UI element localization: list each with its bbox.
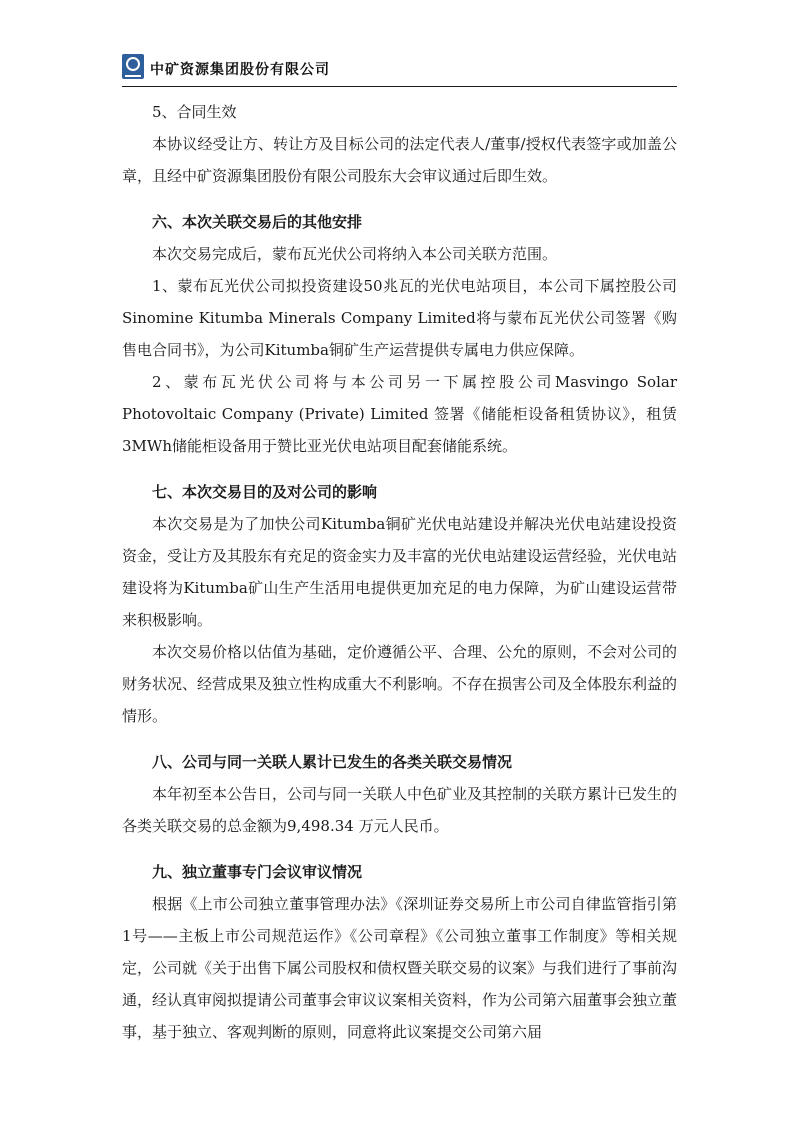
paragraph: 本年初至本公告日，公司与同一关联人中色矿业及其控制的关联方累计已发生的各类关联交易的总金额为9,498.34 万元人民币。 xyxy=(122,785,678,835)
paragraph: 1、蒙布瓦光伏公司拟投资建设50兆瓦的光伏电站项目，本公司下属控股公司Sinomine Kitumba Minerals Company Limited将与蒙布瓦光伏公司签署《购售电合同书》，为公司Kitumba铜矿生产运营提供专属电力供应保障。 xyxy=(122,277,677,359)
paragraph: 本次交易是为了加快公司Kitumba铜矿光伏电站建设并解决光伏电站建设投资资金，受让方及其股东有充足的资金实力及丰富的光伏电站建设运营经验，光伏电站建设将为Kitumba矿山生产生活用电提供更加充足的电力保障，为矿山建设运营带来积极影响。 xyxy=(122,515,678,629)
paragraph: 2、蒙布瓦光伏公司将与本公司另一下属控股公司Masvingo Solar Photovoltaic Company (Private) Limited 签署《储能柜设备租赁协议》，租赁3MWh储能柜设备用于赞比亚光伏电站项目配套储能系统。 xyxy=(122,373,677,455)
section-heading: 六、本次关联交易后的其他安排 xyxy=(152,213,363,231)
document-body xyxy=(122,96,677,1048)
company-logo-icon xyxy=(122,54,144,79)
section-heading: 七、本次交易目的及对公司的影响 xyxy=(152,483,378,501)
paragraph: 本次交易价格以估值为基础，定价遵循公平、合理、公允的原则，不会对公司的财务状况、经营成果及独立性构成重大不利影响。不存在损害公司及全体股东利益的情形。 xyxy=(122,643,678,725)
paragraph: 本协议经受让方、转让方及目标公司的法定代表人/董事/授权代表签字或加盖公章，且经中矿资源集团股份有限公司股东大会审议通过后即生效。 xyxy=(122,135,677,185)
paragraph: 本次交易完成后，蒙布瓦光伏公司将纳入本公司关联方范围。 xyxy=(152,245,558,263)
section-5-title: 5、合同生效 xyxy=(152,103,237,121)
section-heading: 八、公司与同一关联人累计已发生的各类关联交易情况 xyxy=(152,753,513,771)
section-heading: 九、独立董事专门会议审议情况 xyxy=(152,863,363,881)
company-name: 中矿资源集团股份有限公司 xyxy=(150,62,330,78)
paragraph: 根据《上市公司独立董事管理办法》《深圳证券交易所上市公司自律监管指引第1号——主板上市公司规范运作》《公司章程》《公司独立董事工作制度》等相关规定，公司就《关于出售下属公司股权和债权暨关联交易的议案》与我们进行了事前沟通，经认真审阅拟提请公司董事会审议议案相关资料，作为公司第六届董事会独立董事，基于独立、客观判断的原则，同意将此议案提交公司第六届 xyxy=(122,895,678,1041)
page-header xyxy=(122,50,677,87)
